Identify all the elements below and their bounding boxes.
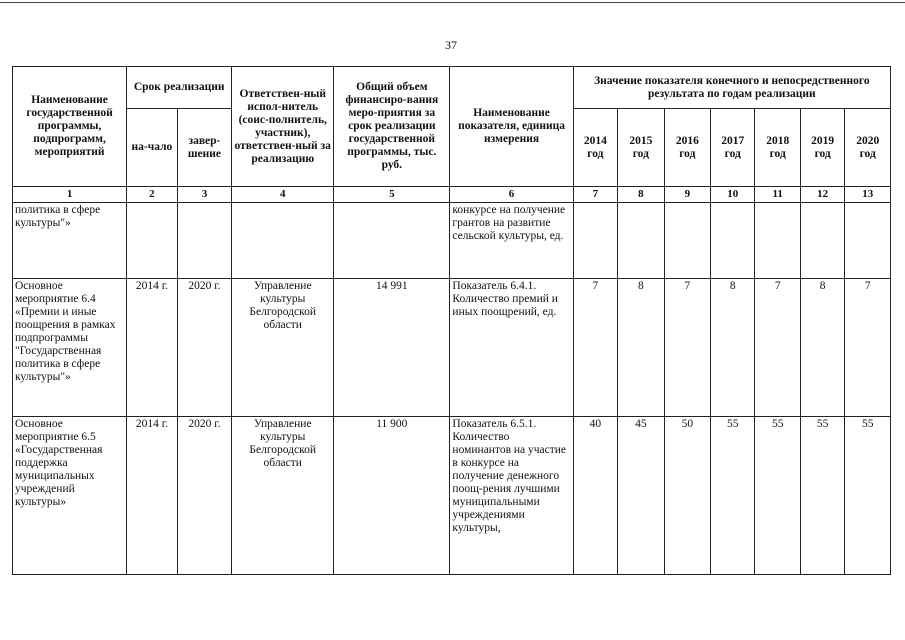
program-name-cell: Основное мероприятие 6.5 «Государственная поддержка муниципальных учреждений культуры» [13,417,127,575]
column-number: 8 [618,187,664,203]
header-year-2020: 2020 год [845,109,891,187]
value-cell-2014 [573,203,617,279]
header-year-2015: 2015 год [618,109,664,187]
column-number: 7 [573,187,617,203]
indicator-cell: Показатель 6.5.1. Количество номинантов на участие в конкурсе на получение денежного поощ-рения лучшими муниципальными учреждениями культуры, [450,417,573,575]
header-end: завер-шение [177,109,232,187]
page-top-rule [0,2,905,3]
value-cell-2019: 8 [800,279,844,417]
header-indicator: Наименование показателя, единица измерения [450,67,573,187]
column-number: 2 [127,187,178,203]
value-cell-2020: 7 [845,279,891,417]
header-funding: Общий объем финансиро-вания меро-приятия за срок реализации государственной программы, тыс. руб. [334,67,450,187]
header-year-2017: 2017 год [711,109,755,187]
header-start: на-чало [127,109,178,187]
value-cell-2015 [618,203,664,279]
column-number: 9 [664,187,710,203]
end-cell: 2020 г. [177,279,232,417]
start-cell [127,203,178,279]
program-name-cell: политика в сфере культуры"» [13,203,127,279]
value-cell-2019: 55 [800,417,844,575]
column-number: 13 [845,187,891,203]
value-cell-2017 [711,203,755,279]
header-term: Срок реализации [127,67,232,109]
column-number: 3 [177,187,232,203]
value-cell-2015: 8 [618,279,664,417]
value-cell-2015: 45 [618,417,664,575]
column-number: 6 [450,187,573,203]
header-program-name: Наименование государственной программы, подпрограмм, мероприятий [13,67,127,187]
column-number-row [13,187,891,203]
column-number: 10 [711,187,755,203]
value-cell-2014: 7 [573,279,617,417]
value-cell-2016: 7 [664,279,710,417]
responsible-cell: Управление культуры Белгородской области [232,279,334,417]
table-row [13,279,891,417]
value-cell-2018 [755,203,800,279]
value-cell-2020: 55 [845,417,891,575]
column-number: 1 [13,187,127,203]
responsible-cell [232,203,334,279]
indicator-cell: конкурсе на получение грантов на развитие сельской культуры, ед. [450,203,573,279]
program-indicators-table [12,66,891,575]
value-cell-2017: 55 [711,417,755,575]
page-number: 37 [445,38,457,52]
value-cell-2014: 40 [573,417,617,575]
header-year-2016: 2016 год [664,109,710,187]
column-number: 5 [334,187,450,203]
value-cell-2020 [845,203,891,279]
column-number: 4 [232,187,334,203]
header-year-2019: 2019 год [800,109,844,187]
start-cell: 2014 г. [127,417,178,575]
column-number: 11 [755,187,800,203]
funding-cell: 14 991 [334,279,450,417]
end-cell [177,203,232,279]
value-cell-2016: 50 [664,417,710,575]
table-row [13,417,891,575]
column-number: 12 [800,187,844,203]
value-cell-2019 [800,203,844,279]
funding-cell: 11 900 [334,417,450,575]
program-name-cell: Основное мероприятие 6.4 «Премии и иные поощрения в рамках подпрограммы "Государственная политика в сфере культуры"» [13,279,127,417]
value-cell-2018: 7 [755,279,800,417]
end-cell: 2020 г. [177,417,232,575]
header-responsible: Ответствен-ный испол-нитель (соис-полнитель, участник), ответствен-ный за реализацию [232,67,334,187]
header-values: Значение показателя конечного и непосредственного результата по годам реализации [573,67,890,109]
responsible-cell: Управление культуры Белгородской области [232,417,334,575]
start-cell: 2014 г. [127,279,178,417]
table-row [13,203,891,279]
funding-cell [334,203,450,279]
indicator-cell: Показатель 6.4.1. Количество премий и иных поощрений, ед. [450,279,573,417]
value-cell-2017: 8 [711,279,755,417]
header-year-2014: 2014 год [573,109,617,187]
value-cell-2018: 55 [755,417,800,575]
value-cell-2016 [664,203,710,279]
header-year-2018: 2018 год [755,109,800,187]
